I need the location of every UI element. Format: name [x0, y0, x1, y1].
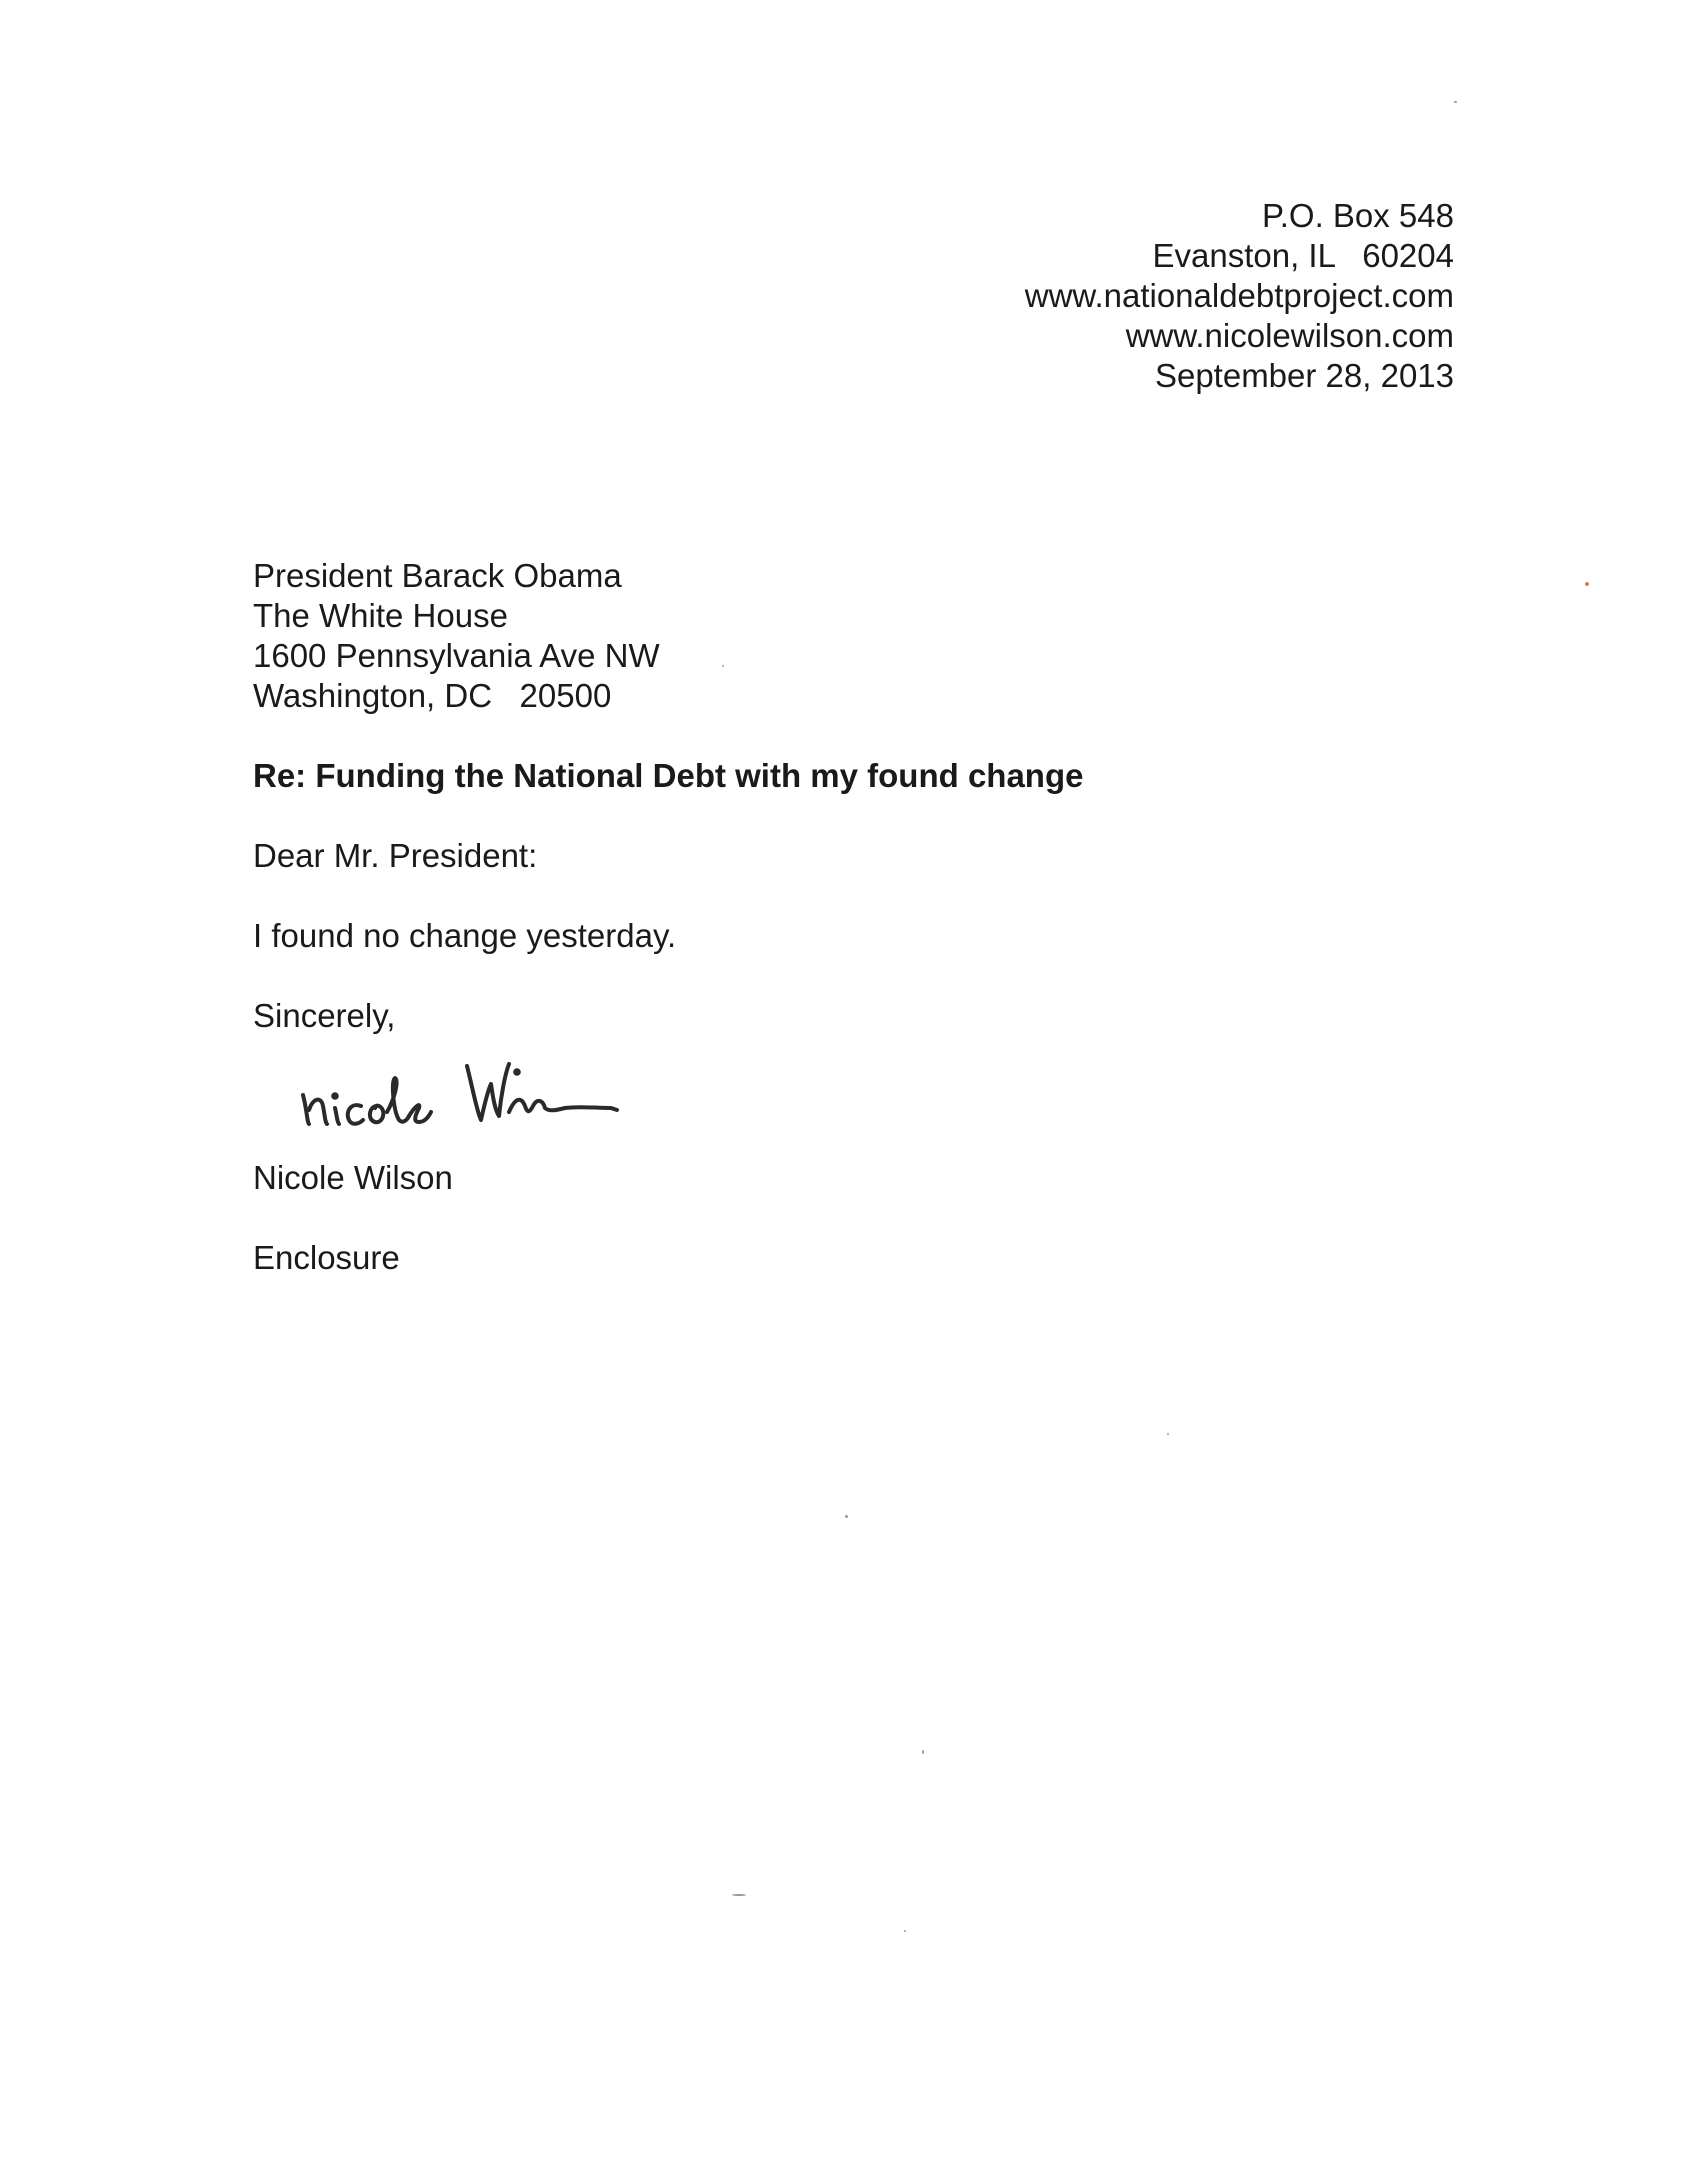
- salutation: Dear Mr. President:: [253, 837, 538, 874]
- scan-speck: [1454, 101, 1457, 103]
- scan-speck: [722, 665, 724, 667]
- recipient-street: 1600 Pennsylvania Ave NW: [253, 637, 660, 674]
- complimentary-closing: Sincerely,: [253, 997, 396, 1034]
- enclosure-notation: Enclosure: [253, 1239, 400, 1276]
- letter-date: September 28, 2013: [1154, 357, 1454, 394]
- scan-speck: [922, 1750, 924, 1754]
- recipient-organization: The White House: [253, 597, 508, 634]
- recipient-city: Washington, DC 20500: [253, 677, 612, 714]
- scan-speck: [1585, 582, 1589, 586]
- handwritten-signature: [295, 1050, 625, 1130]
- subject-line: Re: Funding the National Debt with my found change: [253, 757, 1084, 794]
- sender-address-block: [1025, 196, 1454, 396]
- letter-body: I found no change yesterday.: [253, 917, 677, 954]
- scan-speck: [845, 1515, 848, 1518]
- recipient-name: President Barack Obama: [253, 557, 622, 594]
- sender-website-1: www.nationaldebtproject.com: [1024, 277, 1454, 314]
- sender-city: Evanston, IL 60204: [1152, 237, 1454, 274]
- scan-speck: [904, 1930, 906, 1932]
- scan-speck: [1167, 1433, 1169, 1435]
- sender-website-2: www.nicolewilson.com: [1125, 317, 1454, 354]
- signer-name: Nicole Wilson: [253, 1159, 453, 1196]
- recipient-address-block: [253, 556, 660, 716]
- scan-speck: [732, 1894, 746, 1896]
- sender-po-box: P.O. Box 548: [1261, 197, 1454, 234]
